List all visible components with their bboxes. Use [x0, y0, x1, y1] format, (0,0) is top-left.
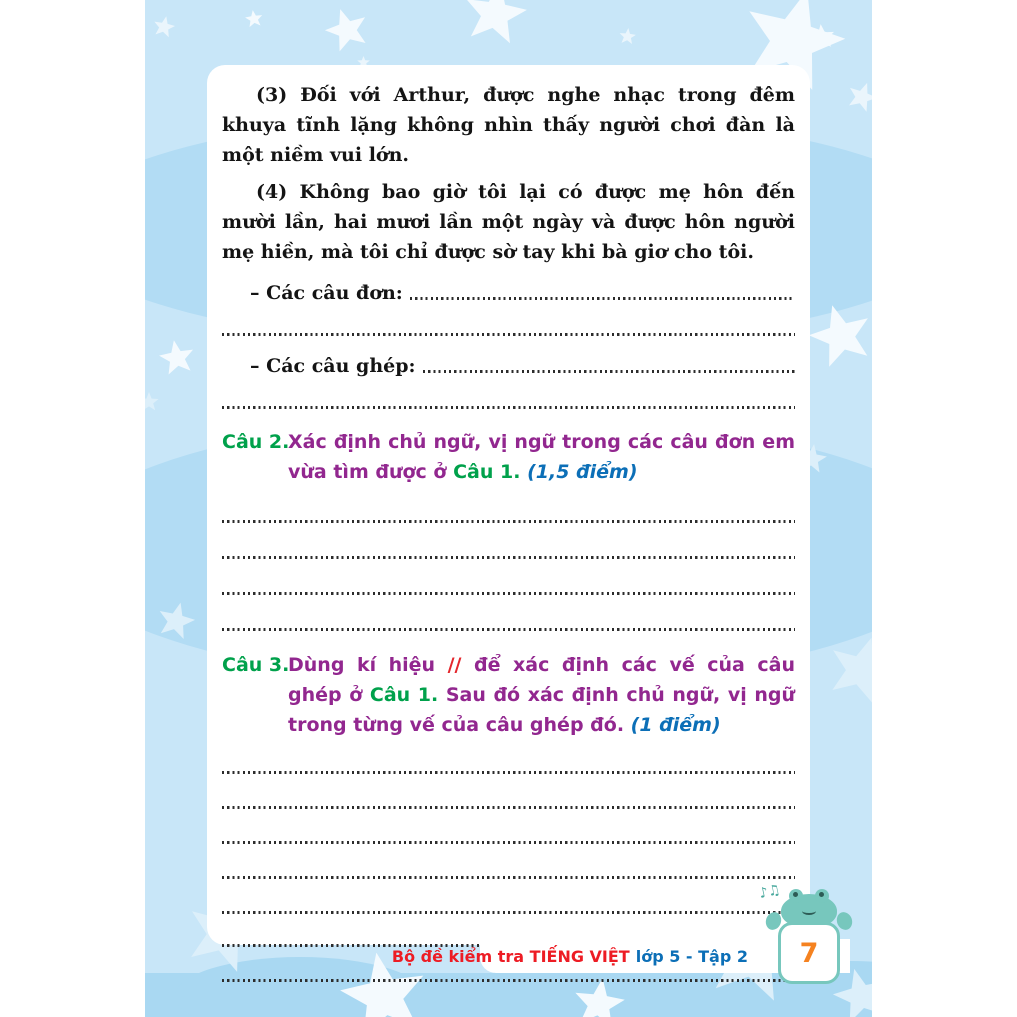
answer-line	[222, 876, 795, 879]
answer-line	[222, 628, 795, 631]
question-2-text	[288, 427, 795, 487]
answer-line-row	[222, 778, 795, 813]
star-icon	[151, 14, 177, 40]
answer-line	[222, 333, 795, 336]
answer-line	[222, 556, 795, 559]
answer-line-row	[222, 527, 795, 563]
question-3	[222, 650, 795, 740]
question-2	[222, 427, 795, 487]
star-icon	[145, 392, 159, 412]
answer-row-compound-sentences	[250, 344, 795, 377]
question-3-body: Dùng kí hiệu	[288, 654, 448, 676]
question-2-body: Xác định chủ ngữ, vị ngữ trong các câu đơn em vừa tìm được ở	[288, 431, 795, 483]
question-3-symbol: //	[447, 654, 462, 676]
compound-sentences-label: – Các câu ghép:	[250, 355, 416, 377]
star-icon	[319, 2, 374, 57]
answer-line	[423, 370, 795, 373]
question-3-reference: Câu 1.	[369, 684, 439, 706]
answer-line-row	[222, 740, 795, 778]
question-2-number: Câu 2.	[222, 431, 290, 453]
page-background	[145, 0, 872, 1017]
answer-line	[222, 406, 795, 409]
answer-line	[222, 911, 795, 914]
answer-line	[222, 592, 795, 595]
answer-line	[222, 520, 795, 523]
answer-row-simple-sentences	[250, 271, 795, 304]
page-number: 7	[799, 937, 819, 969]
frog-eye	[815, 889, 829, 903]
simple-sentences-label: – Các câu đơn:	[250, 282, 403, 304]
answer-line	[222, 771, 795, 774]
answer-line	[222, 979, 795, 982]
star-icon	[156, 337, 198, 379]
answer-line	[222, 841, 795, 844]
star-icon	[843, 78, 872, 116]
answer-line-row	[222, 883, 795, 918]
question-2-points: (1,5 điểm)	[520, 461, 638, 483]
answer-line-row	[222, 848, 795, 883]
question-3-points: (1 điểm)	[630, 714, 721, 736]
answer-line-row	[222, 813, 795, 848]
passage-paragraph-4: (4) Không bao giờ tôi lại có được mẹ hôn đến mười lần, hai mươi lần một ngày và được hôn người mẹ hiền, mà tôi chỉ được sờ tay khi bà giơ cho tôi.	[222, 181, 795, 263]
answer-line-row	[222, 304, 795, 340]
frog-mascot	[757, 881, 861, 988]
frog-mouth	[802, 907, 816, 915]
answer-line-row	[222, 563, 795, 599]
music-notes-icon: ♪♫	[757, 881, 782, 903]
answer-line-row	[222, 599, 795, 635]
frog-pupil	[793, 892, 798, 897]
passage-paragraph-3: (3) Đối với Arthur, được nghe nhạc trong đêm khuya tĩnh lặng không nhìn thấy người chơi đàn là một niềm vui lớn.	[222, 84, 795, 166]
star-icon	[458, 0, 532, 51]
star-icon	[244, 9, 264, 29]
question-3-body: Sau đó xác định chủ ngữ, vị ngữ trong từng vế của câu ghép đó.	[288, 684, 795, 736]
question-3-text	[288, 650, 795, 740]
frog-pupil	[819, 892, 824, 897]
question-3-body: để xác định các vế của câu ghép ở	[288, 654, 795, 706]
question-3-number: Câu 3.	[222, 654, 290, 676]
content-card	[207, 65, 810, 945]
question-2-reference: Câu 1.	[453, 461, 521, 483]
footer-series-title: Bộ đề kiểm tra TIẾNG VIỆT	[391, 946, 630, 966]
answer-line	[410, 297, 795, 300]
answer-line	[222, 806, 795, 809]
page-number-badge	[778, 922, 840, 984]
footer-grade-label: lớp 5 - Tập 2	[635, 946, 748, 966]
star-icon	[618, 27, 637, 46]
answer-line-row	[222, 377, 795, 413]
answer-line-row	[222, 487, 795, 527]
frog-eye	[789, 889, 803, 903]
